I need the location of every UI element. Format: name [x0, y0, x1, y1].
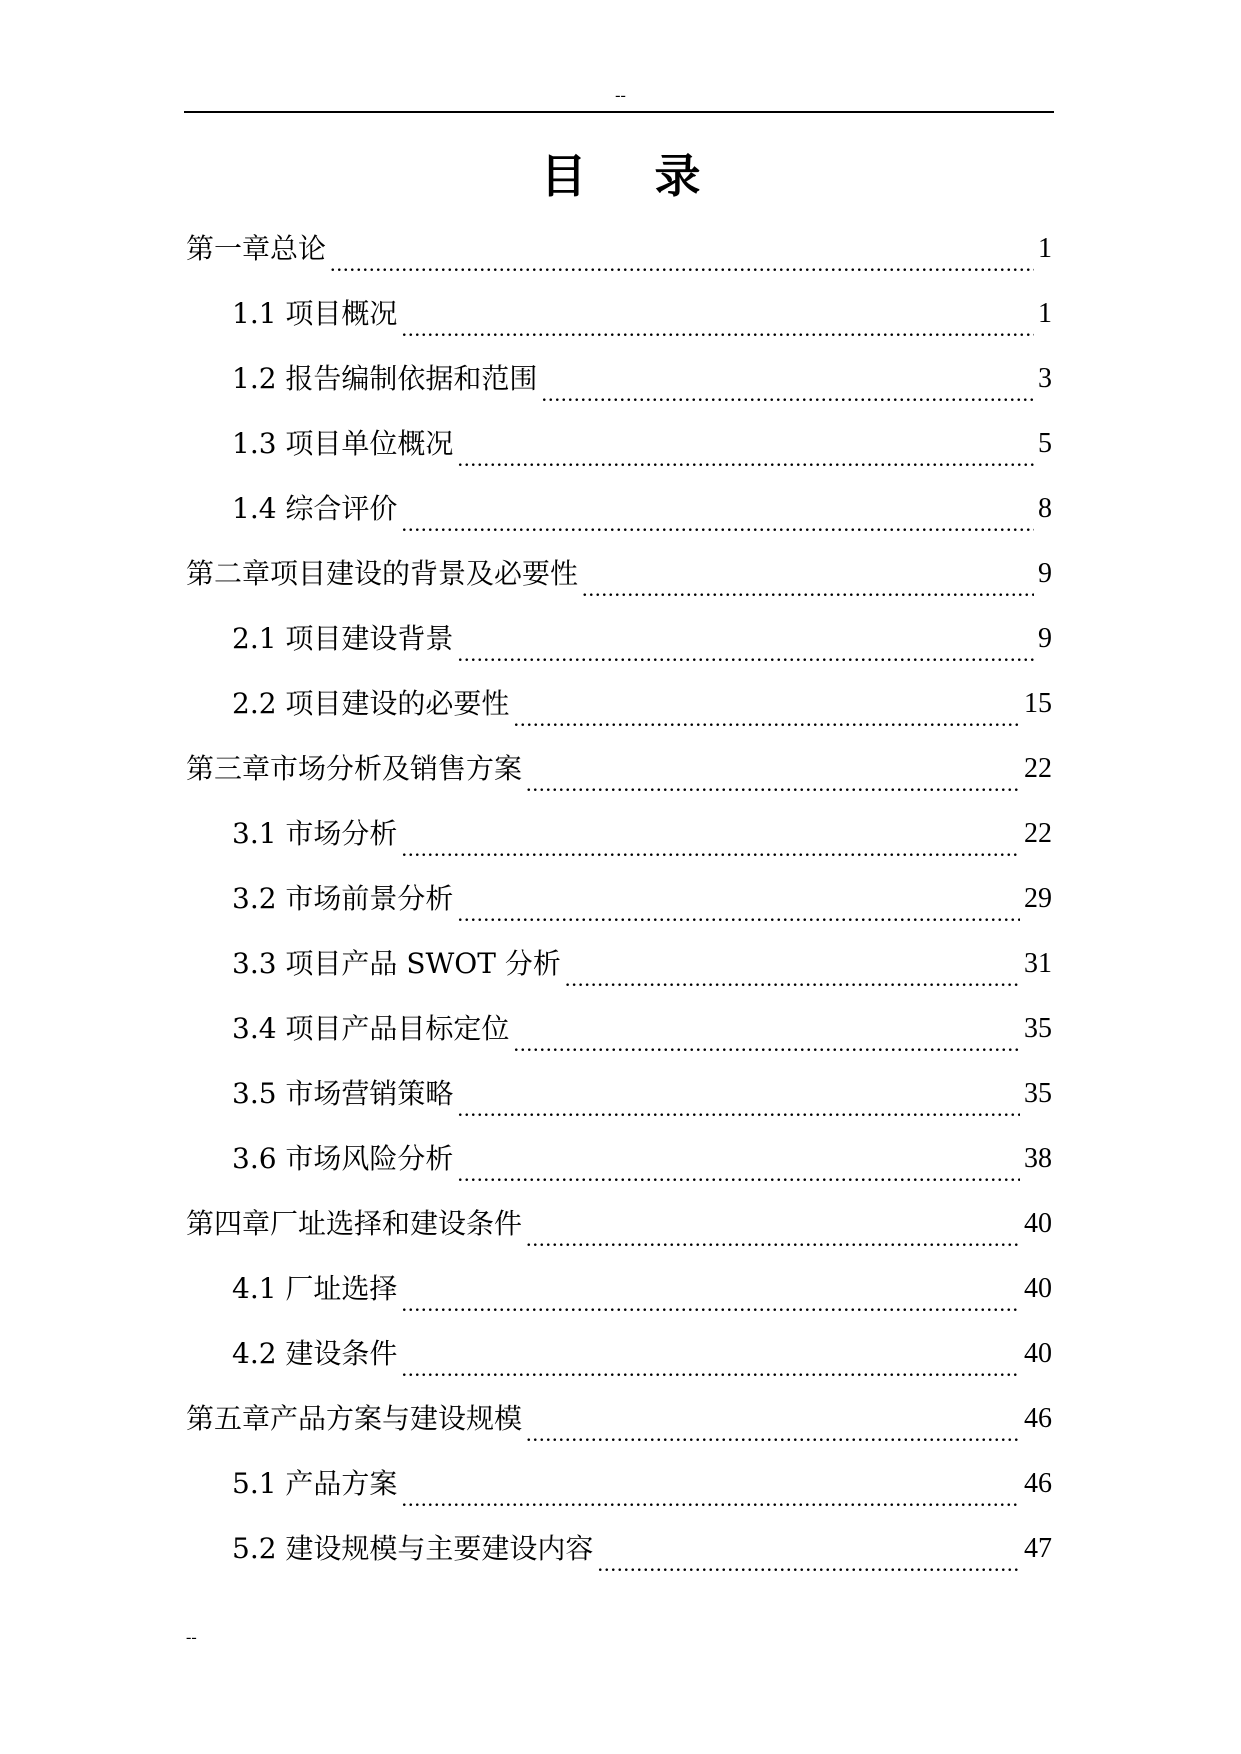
- toc-entry-title: 3.1 市场分析: [232, 816, 398, 850]
- toc-entry-title: 市场分析及销售方案: [270, 751, 523, 785]
- toc-section-entry[interactable]: [186, 411, 1052, 476]
- toc-section-entry[interactable]: [186, 801, 1052, 866]
- toc-page-number: 35: [1024, 1077, 1052, 1109]
- toc-chapter-entry[interactable]: [186, 1191, 1052, 1256]
- toc-page-number: 29: [1024, 882, 1052, 914]
- toc-dot-leader: [457, 897, 1020, 931]
- toc-page-number: 1: [1038, 232, 1052, 264]
- toc-entry-title: 产品方案与建设规模: [270, 1401, 523, 1435]
- toc-dot-leader: [401, 1482, 1020, 1516]
- toc-entry-title: 3.3 项目产品 SWOT 分析: [232, 946, 561, 980]
- toc-page-number: 38: [1024, 1142, 1052, 1174]
- toc-section-entry[interactable]: [186, 476, 1052, 541]
- toc-entry-title: 1.4 综合评价: [232, 491, 398, 525]
- toc-entry-title: 5.1 产品方案: [232, 1466, 398, 1500]
- toc-section-entry[interactable]: [186, 1321, 1052, 1386]
- toc-section-entry[interactable]: [186, 281, 1052, 346]
- toc-title-left: 目: [540, 149, 587, 203]
- toc-page-number: 22: [1024, 817, 1052, 849]
- toc-dot-leader: [330, 247, 1034, 281]
- header-rule: [184, 111, 1054, 113]
- toc-dot-leader: [513, 702, 1020, 736]
- toc-chapter-number: 第四章: [186, 1206, 271, 1240]
- toc-dot-leader: [401, 1287, 1020, 1321]
- toc-page-number: 9: [1038, 622, 1052, 654]
- toc-entry-title: 3.2 市场前景分析: [232, 881, 454, 915]
- toc-page-number: 47: [1024, 1532, 1052, 1564]
- toc-section-entry[interactable]: [186, 1451, 1052, 1516]
- toc-dot-leader: [401, 832, 1020, 866]
- toc-page-number: 3: [1038, 362, 1052, 394]
- toc-dot-leader: [597, 1547, 1020, 1581]
- toc-dot-leader: [526, 767, 1020, 801]
- toc-page-number: 40: [1024, 1207, 1052, 1239]
- toc-entry-title: 2.1 项目建设背景: [232, 621, 454, 655]
- toc-page-number: 9: [1038, 557, 1052, 589]
- toc-entry-title: 3.4 项目产品目标定位: [232, 1011, 510, 1045]
- toc-dot-leader: [526, 1417, 1020, 1451]
- toc-chapter-entry[interactable]: [186, 541, 1052, 606]
- toc-entry-title: 3.5 市场营销策略: [232, 1076, 454, 1110]
- toc-title-right: 录: [654, 149, 701, 203]
- toc-dot-leader: [541, 377, 1034, 411]
- toc-section-entry[interactable]: [186, 1061, 1052, 1126]
- toc-section-entry[interactable]: [186, 931, 1052, 996]
- page-footer-mark: --: [186, 1629, 197, 1646]
- toc-page-number: 22: [1024, 752, 1052, 784]
- toc-dot-leader: [582, 572, 1034, 606]
- toc-dot-leader: [457, 637, 1034, 671]
- toc-entry-title: 1.2 报告编制依据和范围: [232, 361, 538, 395]
- toc-page-number: 46: [1024, 1467, 1052, 1499]
- toc-entry-title: 3.6 市场风险分析: [232, 1141, 454, 1175]
- toc-page-number: 40: [1024, 1272, 1052, 1304]
- toc-entry-title: 1.3 项目单位概况: [232, 426, 454, 460]
- toc-dot-leader: [565, 962, 1020, 996]
- toc-section-entry[interactable]: [186, 671, 1052, 736]
- toc-section-entry[interactable]: [186, 1516, 1052, 1581]
- toc-dot-leader: [513, 1027, 1020, 1061]
- toc-entry-title: 4.1 厂址选择: [232, 1271, 398, 1305]
- toc-section-entry[interactable]: [186, 606, 1052, 671]
- toc-section-entry[interactable]: [186, 1256, 1052, 1321]
- table-of-contents: [186, 216, 1052, 1581]
- toc-chapter-number: 第三章: [186, 751, 271, 785]
- toc-section-entry[interactable]: [186, 996, 1052, 1061]
- toc-section-entry[interactable]: [186, 1126, 1052, 1191]
- toc-dot-leader: [401, 507, 1034, 541]
- toc-dot-leader: [457, 442, 1034, 476]
- toc-entry-title: 4.2 建设条件: [232, 1336, 398, 1370]
- toc-entry-title: 厂址选择和建设条件: [270, 1206, 523, 1240]
- toc-page-number: 8: [1038, 492, 1052, 524]
- toc-dot-leader: [401, 312, 1034, 346]
- toc-page-number: 46: [1024, 1402, 1052, 1434]
- toc-page-number: 40: [1024, 1337, 1052, 1369]
- toc-page-number: 15: [1024, 687, 1052, 719]
- toc-page-number: 1: [1038, 297, 1052, 329]
- toc-entry-title: 2.2 项目建设的必要性: [232, 686, 510, 720]
- toc-chapter-number: 第二章: [186, 556, 271, 590]
- toc-chapter-number: 第五章: [186, 1401, 271, 1435]
- page-header-mark: --: [615, 87, 626, 104]
- toc-title: [0, 148, 1241, 204]
- toc-dot-leader: [526, 1222, 1020, 1256]
- toc-page-number: 5: [1038, 427, 1052, 459]
- toc-dot-leader: [401, 1352, 1020, 1386]
- toc-chapter-number: 第一章: [186, 231, 271, 265]
- toc-dot-leader: [457, 1092, 1020, 1126]
- toc-chapter-entry[interactable]: [186, 1386, 1052, 1451]
- toc-entry-title: 5.2 建设规模与主要建设内容: [232, 1531, 594, 1565]
- toc-page-number: 31: [1024, 947, 1052, 979]
- toc-dot-leader: [457, 1157, 1020, 1191]
- toc-entry-title: 1.1 项目概况: [232, 296, 398, 330]
- toc-entry-title: 项目建设的背景及必要性: [270, 556, 579, 590]
- toc-chapter-entry[interactable]: [186, 216, 1052, 281]
- toc-chapter-entry[interactable]: [186, 736, 1052, 801]
- toc-entry-title: 总论: [270, 231, 327, 265]
- toc-section-entry[interactable]: [186, 346, 1052, 411]
- toc-page-number: 35: [1024, 1012, 1052, 1044]
- toc-section-entry[interactable]: [186, 866, 1052, 931]
